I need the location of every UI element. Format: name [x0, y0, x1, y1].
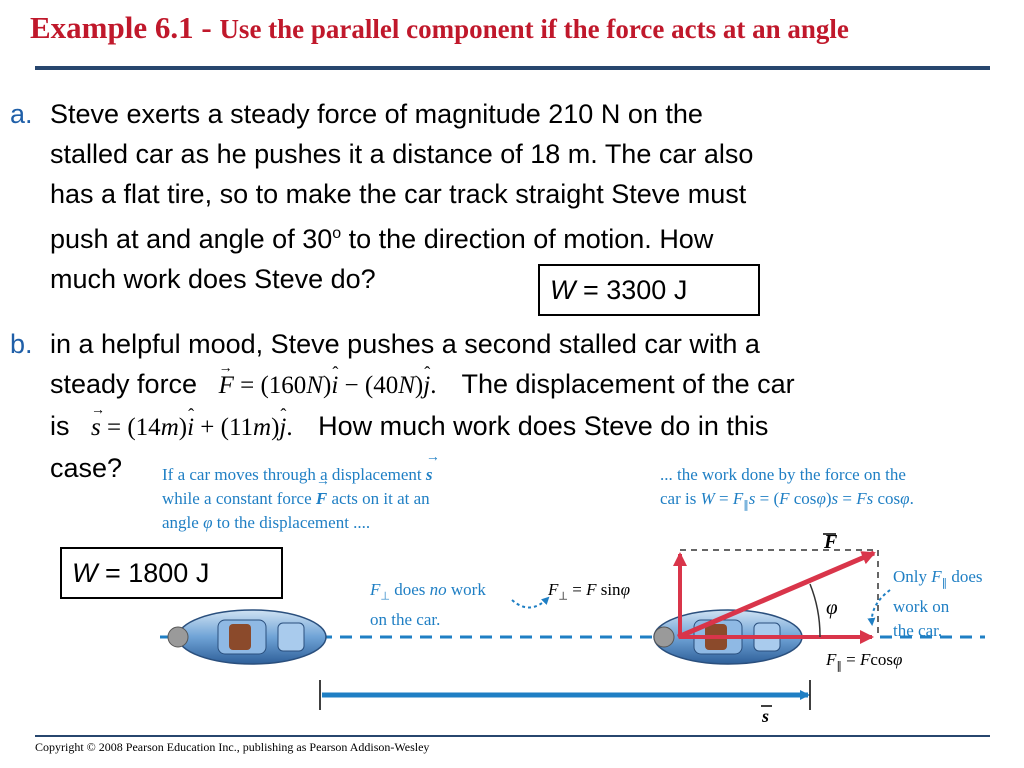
- disp-eq-lhs: → s: [91, 408, 101, 448]
- footer-divider: [35, 735, 990, 737]
- perp-equation: [548, 578, 630, 608]
- part-b-marker: b.: [10, 329, 33, 359]
- car-left: [168, 610, 326, 664]
- par-eq-eq: =: [841, 650, 860, 669]
- cap-left-phi: φ: [203, 513, 213, 532]
- cap-left-3: acts on it at an: [327, 489, 430, 508]
- cap-right-phi1: φ: [816, 489, 826, 508]
- cap-left-2: while a constant force: [162, 489, 316, 508]
- cap-right-eq3: =: [838, 489, 857, 508]
- disp-eq-m2: m: [253, 414, 272, 441]
- perp-note-work: work: [446, 580, 486, 599]
- cap-right-eq1: =: [714, 489, 733, 508]
- disp-label: s: [762, 706, 770, 726]
- perp-eq-eq: =: [567, 580, 587, 599]
- cap-right-W: W: [700, 489, 715, 508]
- par-pointer-arrow: [872, 590, 890, 624]
- answer-b-box: [60, 547, 283, 599]
- cap-left-5: to the displacement ....: [212, 513, 371, 532]
- cap-right-par: ∥: [743, 499, 749, 512]
- answer-a-value: = 3300 J: [575, 275, 688, 305]
- cap-right-s2: s: [831, 489, 839, 508]
- cap-right-s1: s: [748, 489, 756, 508]
- cap-left-4: angle: [162, 513, 204, 532]
- part-a-line-3: has a flat tire, so to make the car track straight Steve must: [50, 179, 747, 209]
- perp-pointer-arrow: [512, 598, 548, 608]
- angle-label: φ: [826, 595, 838, 619]
- force-eq-close: ): [414, 372, 424, 399]
- cap-right-2: car is: [660, 489, 701, 508]
- perp-note-does: does: [389, 580, 430, 599]
- disp-eq-eq: = (14: [100, 414, 161, 441]
- force-eq-n2: N: [398, 372, 415, 399]
- part-b-line-3-start: is: [50, 411, 70, 441]
- answer-a-var: W: [550, 275, 576, 305]
- part-a-line-2: stalled car as he pushes it a distance of 18 m. The car also: [50, 139, 754, 169]
- force-eq-i: ˆ i: [331, 366, 338, 406]
- perp-note-F: F: [370, 580, 381, 599]
- disp-eq-close: ): [271, 414, 280, 441]
- only-note-only: Only: [893, 567, 932, 586]
- answer-b-var: W: [72, 558, 98, 588]
- cap-right-period: .: [909, 489, 914, 508]
- title-subtitle: Use the parallel component if the force acts at an angle: [219, 14, 849, 44]
- disp-eq-plus: + (11: [194, 414, 254, 441]
- par-eq-F: F: [826, 650, 837, 669]
- part-a-line-5: much work does Steve do?: [50, 264, 376, 294]
- perp-note: [370, 578, 486, 632]
- only-note-car: the car.: [893, 621, 943, 641]
- disp-eq-j: ˆ j: [279, 408, 286, 448]
- answer-b-value: = 1800 J: [97, 558, 210, 588]
- copyright-text: Copyright © 2008 Pearson Education Inc., publishing as Pearson Addison-Wesley: [35, 740, 430, 754]
- only-note: [893, 565, 983, 643]
- part-b-line-2-start: steady force: [50, 369, 198, 399]
- part-a-marker: a.: [10, 99, 33, 129]
- part-b-line-1: in a helpful mood, Steve pushes a second stalled car with a: [50, 329, 760, 359]
- cap-right-eq2: = (: [755, 489, 780, 508]
- cap-right-close: ): [825, 489, 832, 508]
- cap-right-F2: F: [779, 489, 790, 508]
- cap-left-1: If a car moves through a displacement: [162, 465, 426, 484]
- degree-sup: o: [332, 225, 342, 242]
- title-example: Example 6.1 -: [30, 10, 220, 45]
- par-eq-phi: φ: [893, 650, 903, 669]
- par-eq-sym: ∥: [836, 660, 842, 673]
- part-b-line-2-end: The displacement of the car: [461, 369, 795, 399]
- par-equation: [826, 648, 902, 678]
- par-eq-cos: cos: [870, 650, 894, 669]
- force-label: F: [824, 531, 838, 553]
- part-a-line-4-start: push at and angle of 30: [50, 224, 333, 254]
- force-eq-lhs: → F: [219, 366, 234, 406]
- cap-right-phi2: φ: [900, 489, 910, 508]
- only-note-does: does: [947, 567, 983, 586]
- part-b-line-4: case?: [50, 453, 123, 483]
- force-eq-mid: ): [323, 372, 332, 399]
- cap-right-F1: F: [732, 489, 744, 508]
- disp-eq-i: ˆ i: [187, 408, 194, 448]
- perp-eq-phi: φ: [620, 580, 630, 599]
- cap-left-s: → s: [426, 463, 433, 487]
- perp-note-no: no: [429, 580, 447, 599]
- only-note-F: F: [931, 567, 942, 586]
- cap-right-cos1: cos: [789, 489, 817, 508]
- part-a-line-4-end: to the direction of motion. How: [341, 224, 714, 254]
- force-eq-eq: = (160: [233, 372, 307, 399]
- only-note-work: work on: [893, 597, 950, 617]
- perp-eq-sym: ⊥: [558, 590, 568, 603]
- part-b-line-3-end: How much work does Steve do in this: [318, 411, 769, 441]
- perp-eq-F: F: [548, 580, 559, 599]
- force-eq-n1: N: [306, 372, 323, 399]
- force-eq-minus: − (40: [338, 372, 399, 399]
- perp-eq-F2: F: [586, 580, 597, 599]
- disp-eq-mid: ): [178, 414, 188, 441]
- perp-note-car: on the car.: [370, 610, 441, 630]
- only-note-par: ∥: [941, 577, 948, 590]
- perp-eq-sin: sin: [596, 580, 621, 599]
- force-eq-end: .: [430, 372, 437, 399]
- cap-right-Fs: Fs: [856, 489, 874, 508]
- part-a-line-1: Steve exerts a steady force of magnitude 210 N on the: [50, 99, 703, 129]
- cap-right-1: ... the work done by the force on the: [660, 465, 906, 484]
- par-eq-F2: F: [859, 650, 871, 669]
- angle-arc: [810, 584, 820, 637]
- perp-note-sym: ⊥: [380, 590, 390, 603]
- disp-eq-end: .: [286, 414, 293, 441]
- cap-right-cos2: cos: [873, 489, 901, 508]
- force-eq-j: ˆ j: [423, 366, 430, 406]
- disp-eq-m1: m: [160, 414, 179, 441]
- cap-left-F: → F: [316, 487, 327, 511]
